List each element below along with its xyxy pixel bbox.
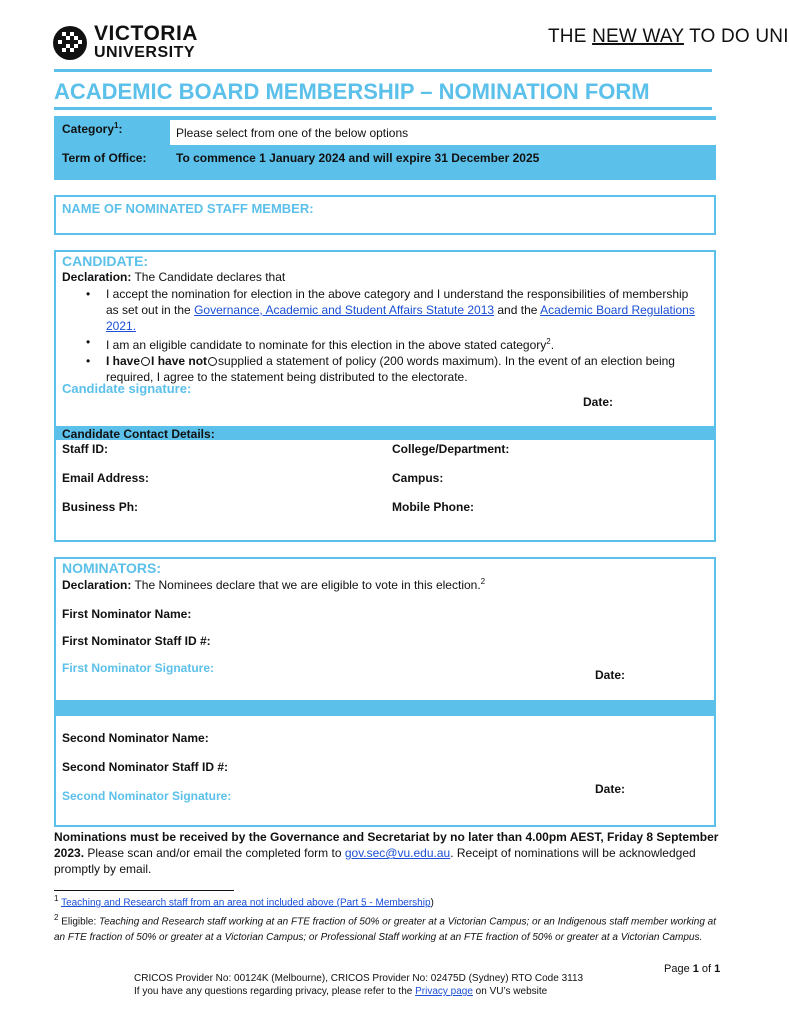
privacy-line: If you have any questions regarding privacy, please refer to the Privacy page on VU’s website — [134, 986, 548, 997]
option-have[interactable]: I have — [106, 354, 141, 368]
privacy-link[interactable]: Privacy page — [415, 986, 473, 997]
submission-instructions: Nominations must be received by the Governance and Secretariat by no later than 4.00pm AEST, Friday 8 September 2023. Please scan and/or email the completed form to gov.sec@vu.edu.au. Receipt of nominations will be acknowledged promptly by email. — [54, 830, 719, 876]
second-nominator-signature-label: Second Nominator Signature: — [62, 789, 232, 803]
radio-icon[interactable] — [141, 357, 150, 366]
second-nominator-id-label: Second Nominator Staff ID #: — [62, 760, 229, 774]
candidate-signature-label: Candidate signature: — [62, 381, 192, 396]
statute-link[interactable]: Governance, Academic and Student Affairs Statute 2013 — [194, 303, 495, 317]
declaration-list — [62, 286, 702, 385]
nominators-divider — [54, 700, 716, 716]
contact-heading: Candidate Contact Details: — [62, 427, 215, 441]
email-link[interactable]: gov.sec@vu.edu.au — [344, 846, 451, 860]
title-rule-top — [54, 69, 712, 72]
first-nominator-id-label: First Nominator Staff ID #: — [62, 634, 211, 648]
page-number: Page 1 of 1 — [664, 963, 721, 975]
logo-text-university: UNIVERSITY — [94, 44, 196, 61]
declaration-item: • I am an eligible candidate to nominate for this election in the above stated category$^2$. — [62, 334, 702, 353]
footnote-1: $^1$ Teaching and Research staff from an area not included above (Part 5 - Membership) — [54, 894, 434, 909]
logo-text-victoria: VICTORIA — [94, 22, 198, 45]
option-have-not[interactable]: I have not — [151, 354, 208, 368]
candidate-declaration: Declaration: The Candidate declares that — [62, 270, 286, 284]
first-nominator-signature-label: First Nominator Signature: — [62, 661, 215, 675]
declaration-item: • I have I have not supplied a statement of policy (200 words maximum). In the event of an election being required, I agree to the statement being distributed to the electorate. — [62, 353, 702, 385]
vu-logo — [50, 22, 210, 64]
candidate-date-label: Date: — [583, 395, 614, 409]
tagline: THE NEW WAY TO DO UNI — [548, 26, 789, 47]
regulations-link[interactable]: Academic Board Regulations 2021. — [106, 303, 695, 333]
title-rule-bottom — [54, 107, 712, 110]
second-nominator-name-label: Second Nominator Name: — [62, 731, 209, 745]
college-label: College/Department: — [392, 442, 510, 456]
footnote-rule — [54, 890, 234, 891]
cricos-line: CRICOS Provider No: 00124K (Melbourne), CRICOS Provider No: 02475D (Sydney) RTO Code 3113 — [134, 973, 584, 984]
footnote-2: $^2$ Eligible: Teaching and Research staff working at an FTE fraction of 50% or greater at a Victorian Campus; or an Indigenous staff member working at an FTE fraction of 50% or greater at a Victorian Campus; or Professional Staff working at an FTE fraction of 50% or greater at a Victorian Campus. — [54, 913, 717, 944]
business-phone-label: Business Ph: — [62, 500, 139, 514]
first-nominator-date-label: Date: — [595, 668, 626, 682]
tagline-emphasis: NEW WAY — [592, 26, 684, 47]
second-nominator-date-label: Date: — [595, 782, 626, 796]
candidate-signature-field[interactable] — [200, 384, 560, 416]
staff-id-label: Staff ID: — [62, 442, 108, 456]
footnote-1-link[interactable]: Teaching and Research staff from an area not included above (Part 5 - Membership — [61, 897, 431, 909]
radio-icon[interactable] — [208, 357, 217, 366]
campus-label: Campus: — [392, 471, 444, 485]
term-value: To commence 1 January 2024 and will expire 31 December 2025 — [176, 151, 540, 165]
declaration-item: • I accept the nomination for election in the above category and I understand the responsibilities of membership as set out in the Governance, Academic and Student Affairs Statute 2013 and the Academic Board Regulations 2021. — [62, 286, 702, 334]
page-title: ACADEMIC BOARD MEMBERSHIP – NOMINATION FORM — [54, 79, 650, 104]
nominators-declaration: Declaration: The Nominees declare that we are eligible to vote in this election.$^2$ — [62, 577, 486, 592]
candidate-heading: CANDIDATE: — [62, 253, 149, 269]
first-nominator-name-label: First Nominator Name: — [62, 607, 192, 621]
email-label: Email Address: — [62, 471, 149, 485]
term-label: Term of Office: — [62, 151, 147, 165]
category-select[interactable]: Please select from one of the below options — [176, 126, 409, 140]
nominators-heading: NOMINATORS: — [62, 560, 162, 576]
mobile-phone-label: Mobile Phone: — [392, 500, 474, 514]
vu-crest-icon — [50, 22, 90, 64]
category-label: Category$^1$: — [62, 121, 123, 136]
nominee-name-heading: NAME OF NOMINATED STAFF MEMBER: — [62, 201, 314, 216]
